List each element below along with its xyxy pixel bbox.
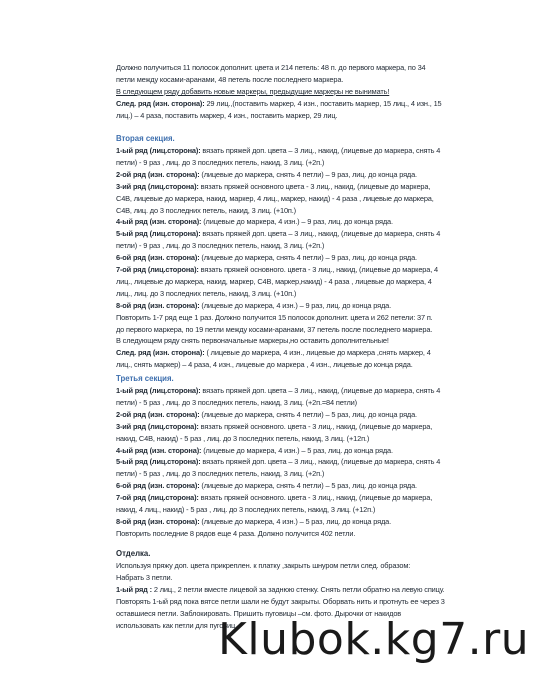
text-line: 2-ой ряд (изн. сторона): (лицевые до маркера, снять 4 петли) – 9 раз, лиц. до конца ряда. bbox=[116, 169, 417, 179]
text-line: 1-ый ряд (лиц.сторона): вязать пряжей доп. цвета – 3 лиц., накид, (лицевые до маркера, снять 4 bbox=[116, 146, 441, 155]
text-line: накид, C4B, накид) - 5 раз , лиц. до 3 последних петель, накид, 3 лиц. (+12п.) bbox=[116, 433, 370, 443]
text-line: петли) - 5 раз , лиц. до 3 последних петель, накид, 3 лиц. (+2п.=84 петли) bbox=[116, 397, 357, 407]
text-line: 8-ой ряд (изн. сторона): (лицевые до маркера, 4 изн.) – 5 раз, лиц. до конца ряда. bbox=[116, 516, 392, 526]
section-heading: Вторая секция. bbox=[116, 134, 175, 143]
text-line: 5-ый ряд (лиц.сторона): вязать пряжей доп. цвета – 3 лиц., накид, (лицевые до маркера, снять 4 bbox=[116, 229, 441, 239]
text-line: Повторять 1-ый ряд пока вятсе петли шали не будут закрыты. Оборвать нить и протнуть ее через 3 bbox=[116, 596, 445, 606]
text-line: петли) - 9 раз , лиц. до 3 последних петель, накид, 3 лиц. (+2п.) bbox=[116, 157, 325, 167]
text-line: оставшиеся петли. Заблокировать. Пришить пуговицы –см. фото. Дырочки от накидов bbox=[116, 608, 402, 618]
text-line: 8-ой ряд (изн. сторона): (лицевые до маркера, 4 изн.) – 9 раз, лиц. до конца ряда. bbox=[116, 300, 392, 310]
text-line: Набрать 3 петли. bbox=[116, 572, 173, 582]
text-line: Используя пряжу доп. цвета прикреплен. к платку ,закрыть шнуром петли след. образом: bbox=[116, 561, 411, 570]
text-line: След. ряд (изн. сторона): ( лицевые до маркера, 4 изн., лицевые до маркера ,снять маркер, 4 bbox=[116, 348, 431, 358]
text-line: лиц., лиц. до 3 последних петель, накид, 3 лиц. (+10п.) bbox=[116, 288, 297, 298]
text-line: 3-ий ряд (лиц.сторона): вязать пряжей основного цвета - 3 лиц., накид, (лицевые до маркера, bbox=[116, 181, 431, 191]
text-line: петли) - 9 раз , лиц. до 3 последних петель, накид, 3 лиц. (+2п.) bbox=[116, 241, 325, 251]
text-line: 1-ый ряд : 2 лиц., 2 петли вместе лицевой за заднюю стенку. Снять петли обратно на левую спицу. bbox=[116, 584, 445, 594]
text-line: 4-ый ряд (изн. сторона): (лицевые до маркера, 4 изн.) – 5 раз, лиц. до конца ряда. bbox=[116, 445, 393, 455]
text-line: В следующем ряду снять первоначальные маркеры,но оставить дополнительные! bbox=[116, 336, 389, 346]
text-line: 4-ый ряд (изн. сторона): (лицевые до маркера, 4 изн.) – 9 раз, лиц. до конца ряда. bbox=[116, 217, 393, 227]
text-line: до первого маркера, по 19 петли между косами-аранами, 37 петель после последнего маркера. bbox=[116, 324, 433, 334]
text-line: 6-ой ряд (изн. сторона): (лицевые до маркера, снять 4 петли) – 9 раз, лиц. до конца ряда. bbox=[116, 253, 417, 263]
text-line: лиц., снять маркер) – 4 раза, 4 изн., лицевые до маркера , 4 изн., лицевые до конца ряда. bbox=[116, 360, 413, 370]
text-line: Повторить 1-7 ряд еще 1 раз. Должно получится 15 полосок дополнит. цвета и 262 петели: 37 п. bbox=[116, 312, 433, 322]
text-line: 6-ой ряд (изн. сторона): (лицевые до маркера, снять 4 петли) – 5 раз, лиц. до конца ряда. bbox=[116, 481, 417, 491]
text-line: След. ряд (изн. сторона): 29 лиц.,(поставить маркер, 4 изн., поставить маркер, 15 лиц., 4 изн., 15 bbox=[116, 99, 442, 108]
text-line: C4B, лицевые до маркера, накид, маркер, 4 лиц., маркер, накид) - 4 раза , лицевые до маркера, bbox=[116, 193, 434, 203]
text-line: лиц., лицевые до маркера, накид, маркер, C4B, маркер,накид) - 4 раза , лицевые до маркера, 4 bbox=[116, 276, 432, 286]
section-heading: Третья секция. bbox=[116, 374, 174, 383]
text-line: 2-ой ряд (изн. сторона): (лицевые до маркера, снять 4 петли) – 5 раз, лиц. до конца ряда. bbox=[116, 409, 417, 419]
text-line: Повторить последние 8 рядов еще 4 раза. Должно получится 402 петли. bbox=[116, 528, 356, 538]
text-line: 5-ый ряд (лиц.сторона): вязать пряжей доп. цвета – 3 лиц., накид, (лицевые до маркера, снять 4 bbox=[116, 457, 441, 467]
text-line: накид, 4 лиц., накид) - 5 раз , лиц. до 3 последних петель, накид, 3 лиц. (+12п.) bbox=[116, 505, 376, 514]
text-line: петли между косами-аранами, 48 петель после последнего маркера. bbox=[116, 75, 344, 84]
text-line: петли) - 5 раз , лиц. до 3 последних петель, накид, 3 лиц. (+2п.) bbox=[116, 469, 325, 479]
text-line: использовать как петли для пуговиц. bbox=[116, 620, 237, 630]
watermark: Klubok.kg7.ru bbox=[218, 614, 530, 665]
text-line: В следующем ряду добавить новые маркеры, предыдущие маркеры не вынимать! bbox=[116, 87, 390, 96]
text-line: 7-ой ряд (лиц.сторона): вязать пряжей основного. цвета - 3 лиц., накид, (лицевые до маркера, bbox=[116, 493, 433, 503]
text-line: лиц.) – 4 раза, поставить маркер, 4 изн., поставить маркер, 29 лиц. bbox=[116, 111, 338, 120]
text-line: 7-ой ряд (лиц.сторона): вязать пряжей основного. цвета - 3 лиц., накид, (лицевые до маркера, 4 bbox=[116, 265, 438, 274]
text-line: 3-ий ряд (лиц.сторона): вязать пряжей основного. цвета - 3 лиц., накид, (лицевые до маркера, bbox=[116, 421, 433, 431]
text-line: C4B, лиц. до 3 последних петель, накид, 3 лиц. (+10п.) bbox=[116, 205, 296, 215]
text-line: Должно получиться 11 полосок дополнит. цвета и 214 петель: 48 п. до первого маркера, по 34 bbox=[116, 63, 426, 72]
section-heading: Отделка. bbox=[116, 549, 151, 558]
text-line: 1-ый ряд (лиц.сторона): вязать пряжей доп. цвета – 3 лиц., накид, (лицевые до маркера, снять 4 bbox=[116, 386, 441, 395]
